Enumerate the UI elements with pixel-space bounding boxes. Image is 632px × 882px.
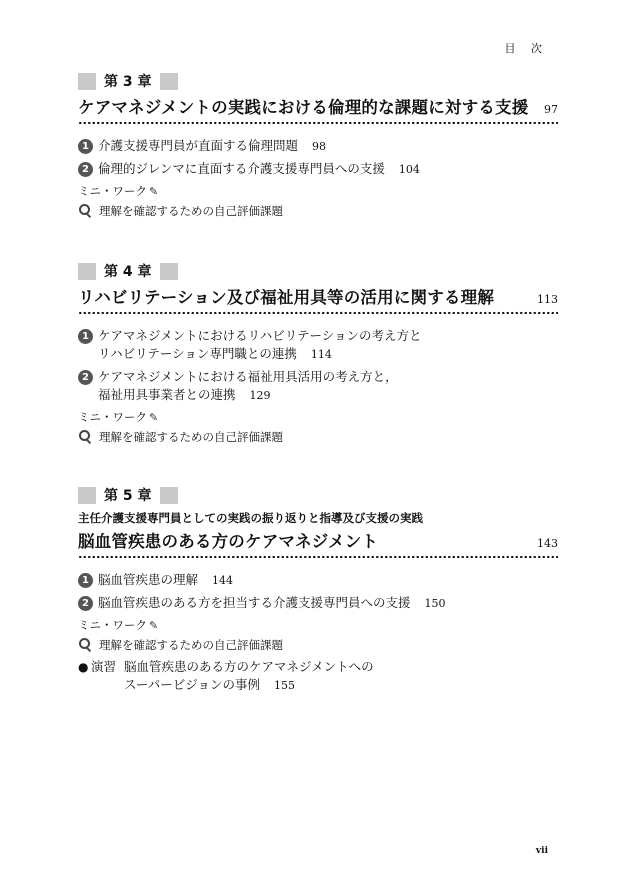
section-list — [78, 137, 558, 220]
chapter-label: 第 5 章 — [104, 488, 152, 504]
self-review-label: 理解を確認するための自己評価課題 — [99, 430, 283, 444]
chapter-title-row — [78, 284, 558, 308]
chapter-title: ケアマネジメントの実践における倫理的な課題に対する支援 — [78, 98, 529, 117]
section-list — [78, 571, 558, 695]
section-item — [78, 137, 558, 156]
bullet-icon: ● — [78, 660, 89, 674]
chapter-marker-left — [78, 73, 96, 90]
chapter-label: 第 4 章 — [104, 264, 152, 280]
self-review — [78, 636, 558, 654]
section-title-cont: リハビリテーション専門職との連携 — [98, 346, 297, 361]
section-number-badge: 1 — [78, 573, 93, 588]
magnifier-icon — [78, 204, 94, 218]
dotted-rule — [78, 121, 558, 125]
section-title: 脳血管疾患の理解 — [98, 572, 199, 587]
section-title: 脳血管疾患のある方を担当する介護支援専門員への支援 — [98, 595, 411, 610]
chapter-title-row — [78, 94, 558, 118]
mini-work — [78, 409, 558, 426]
section-title: ケアマネジメントにおけるリハビリテーションの考え方と — [98, 328, 422, 343]
page-number: vii — [535, 846, 548, 856]
chapter-label: 第 3 章 — [104, 74, 152, 90]
self-review — [78, 202, 558, 220]
section-page: 129 — [249, 389, 271, 402]
chapter-heading — [78, 70, 558, 92]
chapter-marker-left — [78, 487, 96, 504]
mini-work-label: ミニ・ワーク — [78, 410, 147, 424]
pencil-icon: ✎ — [149, 619, 159, 632]
exercise-title-cont: スーパービジョンの事例 — [124, 677, 261, 692]
chapter-title: リハビリテーション及び福祉用具等の活用に関する理解 — [78, 288, 495, 307]
section-number-badge: 2 — [78, 596, 93, 611]
section-page: 144 — [212, 574, 234, 587]
dotted-rule — [78, 311, 558, 315]
section-page: 104 — [398, 163, 420, 176]
mini-work — [78, 617, 558, 634]
section-title-cont: 福祉用具事業者との連携 — [98, 387, 236, 402]
chapter-heading — [78, 260, 558, 282]
section-title: 倫理的ジレンマに直面する介護支援専門員への支援 — [98, 161, 385, 176]
pencil-icon: ✎ — [149, 411, 159, 424]
section-page: 150 — [424, 597, 446, 610]
chapter-page: 143 — [537, 537, 558, 550]
section-item — [78, 327, 558, 364]
section-list — [78, 327, 558, 446]
chapter-5 — [78, 484, 558, 695]
chapter-4 — [78, 260, 558, 446]
magnifier-icon — [78, 638, 94, 652]
chapter-page: 97 — [544, 103, 558, 116]
section-number-badge: 2 — [78, 162, 93, 177]
exercise-page: 155 — [274, 679, 296, 692]
pencil-icon: ✎ — [149, 185, 159, 198]
exercise-label: 演習 — [91, 659, 117, 674]
chapter-marker-right — [160, 73, 178, 90]
section-title: 介護支援専門員が直面する倫理問題 — [98, 138, 299, 153]
self-review-label: 理解を確認するための自己評価課題 — [99, 638, 283, 652]
section-item — [78, 160, 558, 179]
chapter-subtitle: 主任介護支援専門員としての実践の振り返りと指導及び支援の実践 — [78, 511, 423, 525]
section-item — [78, 594, 558, 613]
mini-work-label: ミニ・ワーク — [78, 618, 147, 632]
chapter-title-row — [78, 528, 558, 552]
magnifier-icon — [78, 430, 94, 444]
chapter-title: 脳血管疾患のある方のケアマネジメント — [78, 532, 379, 551]
section-item — [78, 368, 558, 405]
section-number-badge: 1 — [78, 139, 93, 154]
chapter-3 — [78, 70, 558, 220]
section-item — [78, 571, 558, 590]
exercise-item — [78, 658, 558, 695]
chapter-heading — [78, 484, 558, 506]
section-number-badge: 1 — [78, 329, 93, 344]
exercise-title: 脳血管疾患のある方のケアマネジメントへの — [124, 659, 374, 674]
chapter-marker-left — [78, 263, 96, 280]
toc-header: 目 次 — [504, 42, 548, 55]
section-page: 114 — [310, 348, 332, 361]
mini-work-label: ミニ・ワーク — [78, 184, 147, 198]
dotted-rule — [78, 555, 558, 559]
chapter-page: 113 — [537, 293, 558, 306]
section-number-badge: 2 — [78, 370, 93, 385]
chapter-marker-right — [160, 263, 178, 280]
section-page: 98 — [312, 140, 327, 153]
self-review-label: 理解を確認するための自己評価課題 — [99, 204, 283, 218]
section-title: ケアマネジメントにおける福祉用具活用の考え方と， — [98, 369, 398, 384]
mini-work — [78, 183, 558, 200]
self-review — [78, 428, 558, 446]
chapter-marker-right — [160, 487, 178, 504]
